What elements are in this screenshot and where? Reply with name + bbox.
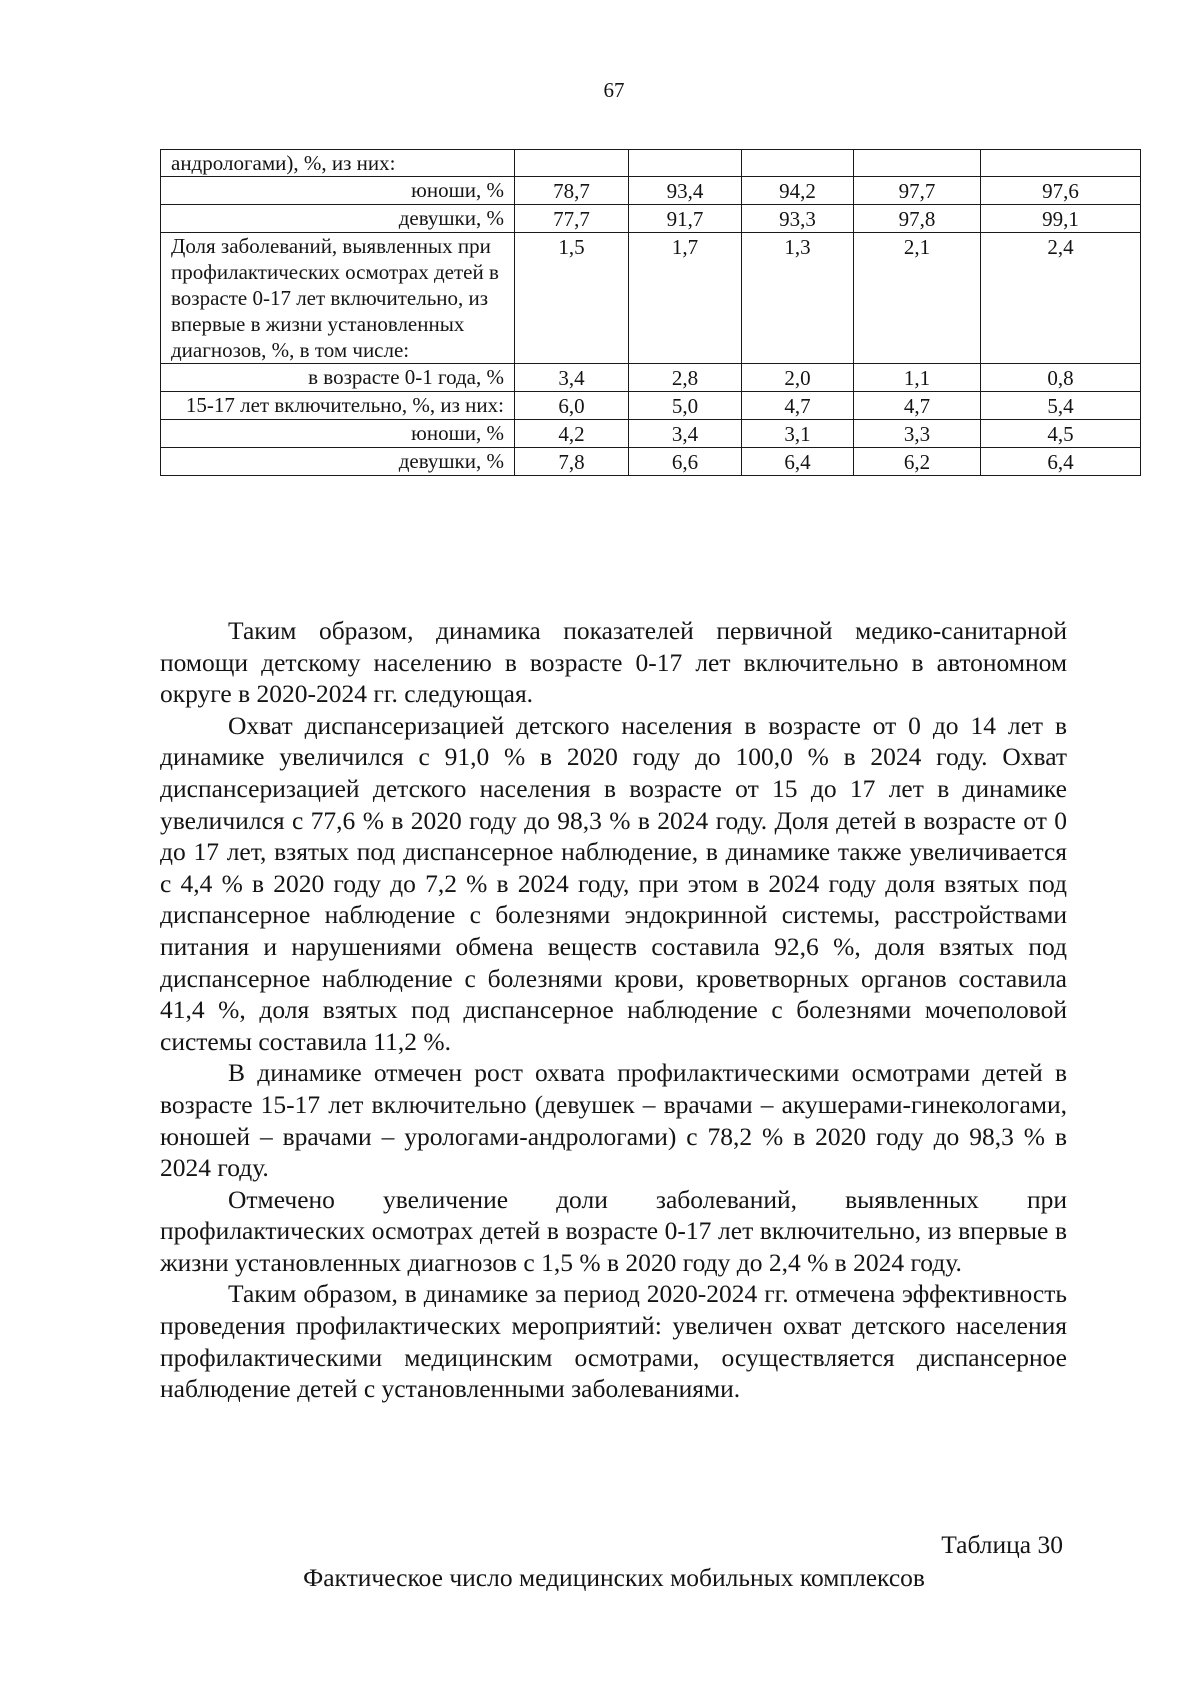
table-cell: 6,6 [629, 448, 742, 476]
row-label: 15-17 лет включительно, %, из них: [161, 392, 515, 420]
table-cell [629, 150, 742, 177]
row-label: андрологами), %, из них: [161, 150, 515, 177]
table-cell: 5,0 [629, 392, 742, 420]
table-cell: 97,6 [981, 177, 1141, 205]
table-cell: 3,3 [854, 420, 981, 448]
table-cell: 4,5 [981, 420, 1141, 448]
body-text [160, 615, 1067, 1405]
table-cell: 99,1 [981, 205, 1141, 233]
table-row [161, 448, 1141, 476]
paragraph: Таким образом, динамика показателей первичной медико-санитарной помощи детскому населению в возрасте 0-17 лет включительно в автономном округе в 2020-2024 гг. следующая. [160, 616, 1067, 709]
row-label: юноши, % [161, 177, 515, 205]
table-row [161, 205, 1141, 233]
table-cell: 2,1 [854, 233, 981, 364]
table-row [161, 420, 1141, 448]
table-cell: 93,4 [629, 177, 742, 205]
table-cell [515, 150, 629, 177]
table-cell: 97,7 [854, 177, 981, 205]
table-cell: 94,2 [742, 177, 854, 205]
table-cell: 4,7 [742, 392, 854, 420]
table-cell: 2,4 [981, 233, 1141, 364]
row-label: девушки, % [161, 205, 515, 233]
table-cell: 3,1 [742, 420, 854, 448]
row-label: в возрасте 0-1 года, % [161, 364, 515, 392]
row-label: юноши, % [161, 420, 515, 448]
table-cell [981, 150, 1141, 177]
table-cell: 1,7 [629, 233, 742, 364]
table-cell [742, 150, 854, 177]
indicators-table-body [161, 150, 1141, 476]
table-cell: 5,4 [981, 392, 1141, 420]
table-cell [854, 150, 981, 177]
table-title-caption: Фактическое число медицинских мобильных комплексов [303, 1563, 925, 1592]
table-cell: 78,7 [515, 177, 629, 205]
paragraph: Охват диспансеризацией детского населения в возрасте от 0 до 14 лет в динамике увеличился с 91,0 % в 2020 году до 100,0 % в 2024 году. Охват диспансеризацией детского населения в возрасте от 15 до 17 лет в динамике увеличился с 77,6 % в 2020 году до 98,3 % в 2024 году. Доля детей в возрасте от 0 до 17 лет, взятых под диспансерное наблюдение, в динамике также увеличивается с 4,4 % в 2020 году до 7,2 % в 2024 году, при этом в 2024 году доля взятых под диспансерное наблюдение с болезнями эндокринной системы, расстройствами питания и нарушениями обмена веществ составила 92,6 %, доля взятых под диспансерное наблюдение с болезнями крови, кроветворных органов составила 41,4 %, доля взятых под диспансерное наблюдение с болезнями мочеполовой системы составила 11,2 %. [160, 710, 1067, 1056]
row-label: Доля заболеваний, выявленных при профилактических осмотрах детей в возрасте 0-17 лет включительно, из впервые в жизни установленных диагнозов, %, в том числе: [161, 233, 515, 364]
table-cell: 4,7 [854, 392, 981, 420]
table-cell: 1,5 [515, 233, 629, 364]
table-cell: 6,4 [742, 448, 854, 476]
table-cell: 2,8 [629, 364, 742, 392]
table-cell: 3,4 [629, 420, 742, 448]
table-cell: 6,0 [515, 392, 629, 420]
paragraph: В динамике отмечен рост охвата профилактическими осмотрами детей в возрасте 15-17 лет включительно (девушек – врачами – акушерами-гинекологами, юношей – врачами – урологами-андрологами) с 78,2 % в 2020 году до 98,3 % в 2024 году. [160, 1058, 1067, 1183]
table-row [161, 392, 1141, 420]
table-row [161, 233, 1141, 364]
table-cell: 6,2 [854, 448, 981, 476]
table-cell: 1,1 [854, 364, 981, 392]
table-cell: 1,3 [742, 233, 854, 364]
table-cell: 91,7 [629, 205, 742, 233]
row-label: девушки, % [161, 448, 515, 476]
paragraph: Отмечено увеличение доли заболеваний, выявленных при профилактических осмотрах детей в возрасте 0-17 лет включительно, из впервые в жизни установленных диагнозов с 1,5 % в 2020 году до 2,4 % в 2024 году. [160, 1184, 1067, 1277]
table-row [161, 177, 1141, 205]
table-cell: 2,0 [742, 364, 854, 392]
table-cell: 93,3 [742, 205, 854, 233]
table-row [161, 150, 1141, 177]
table-number-caption: Таблица 30 [941, 1530, 1063, 1559]
table-cell: 0,8 [981, 364, 1141, 392]
table-cell: 77,7 [515, 205, 629, 233]
page-number: 67 [603, 78, 625, 102]
indicators-table [160, 149, 1141, 476]
table-cell: 6,4 [981, 448, 1141, 476]
table-row [161, 364, 1141, 392]
table-cell: 4,2 [515, 420, 629, 448]
table-cell: 7,8 [515, 448, 629, 476]
table-cell: 3,4 [515, 364, 629, 392]
table-cell: 97,8 [854, 205, 981, 233]
paragraph: Таким образом, в динамике за период 2020-2024 гг. отмечена эффективность проведения профилактических мероприятий: увеличен охват детского населения профилактическими медицинским осмотрами, осуществляется диспансерное наблюдение детей с установленными заболеваниями. [160, 1279, 1067, 1404]
